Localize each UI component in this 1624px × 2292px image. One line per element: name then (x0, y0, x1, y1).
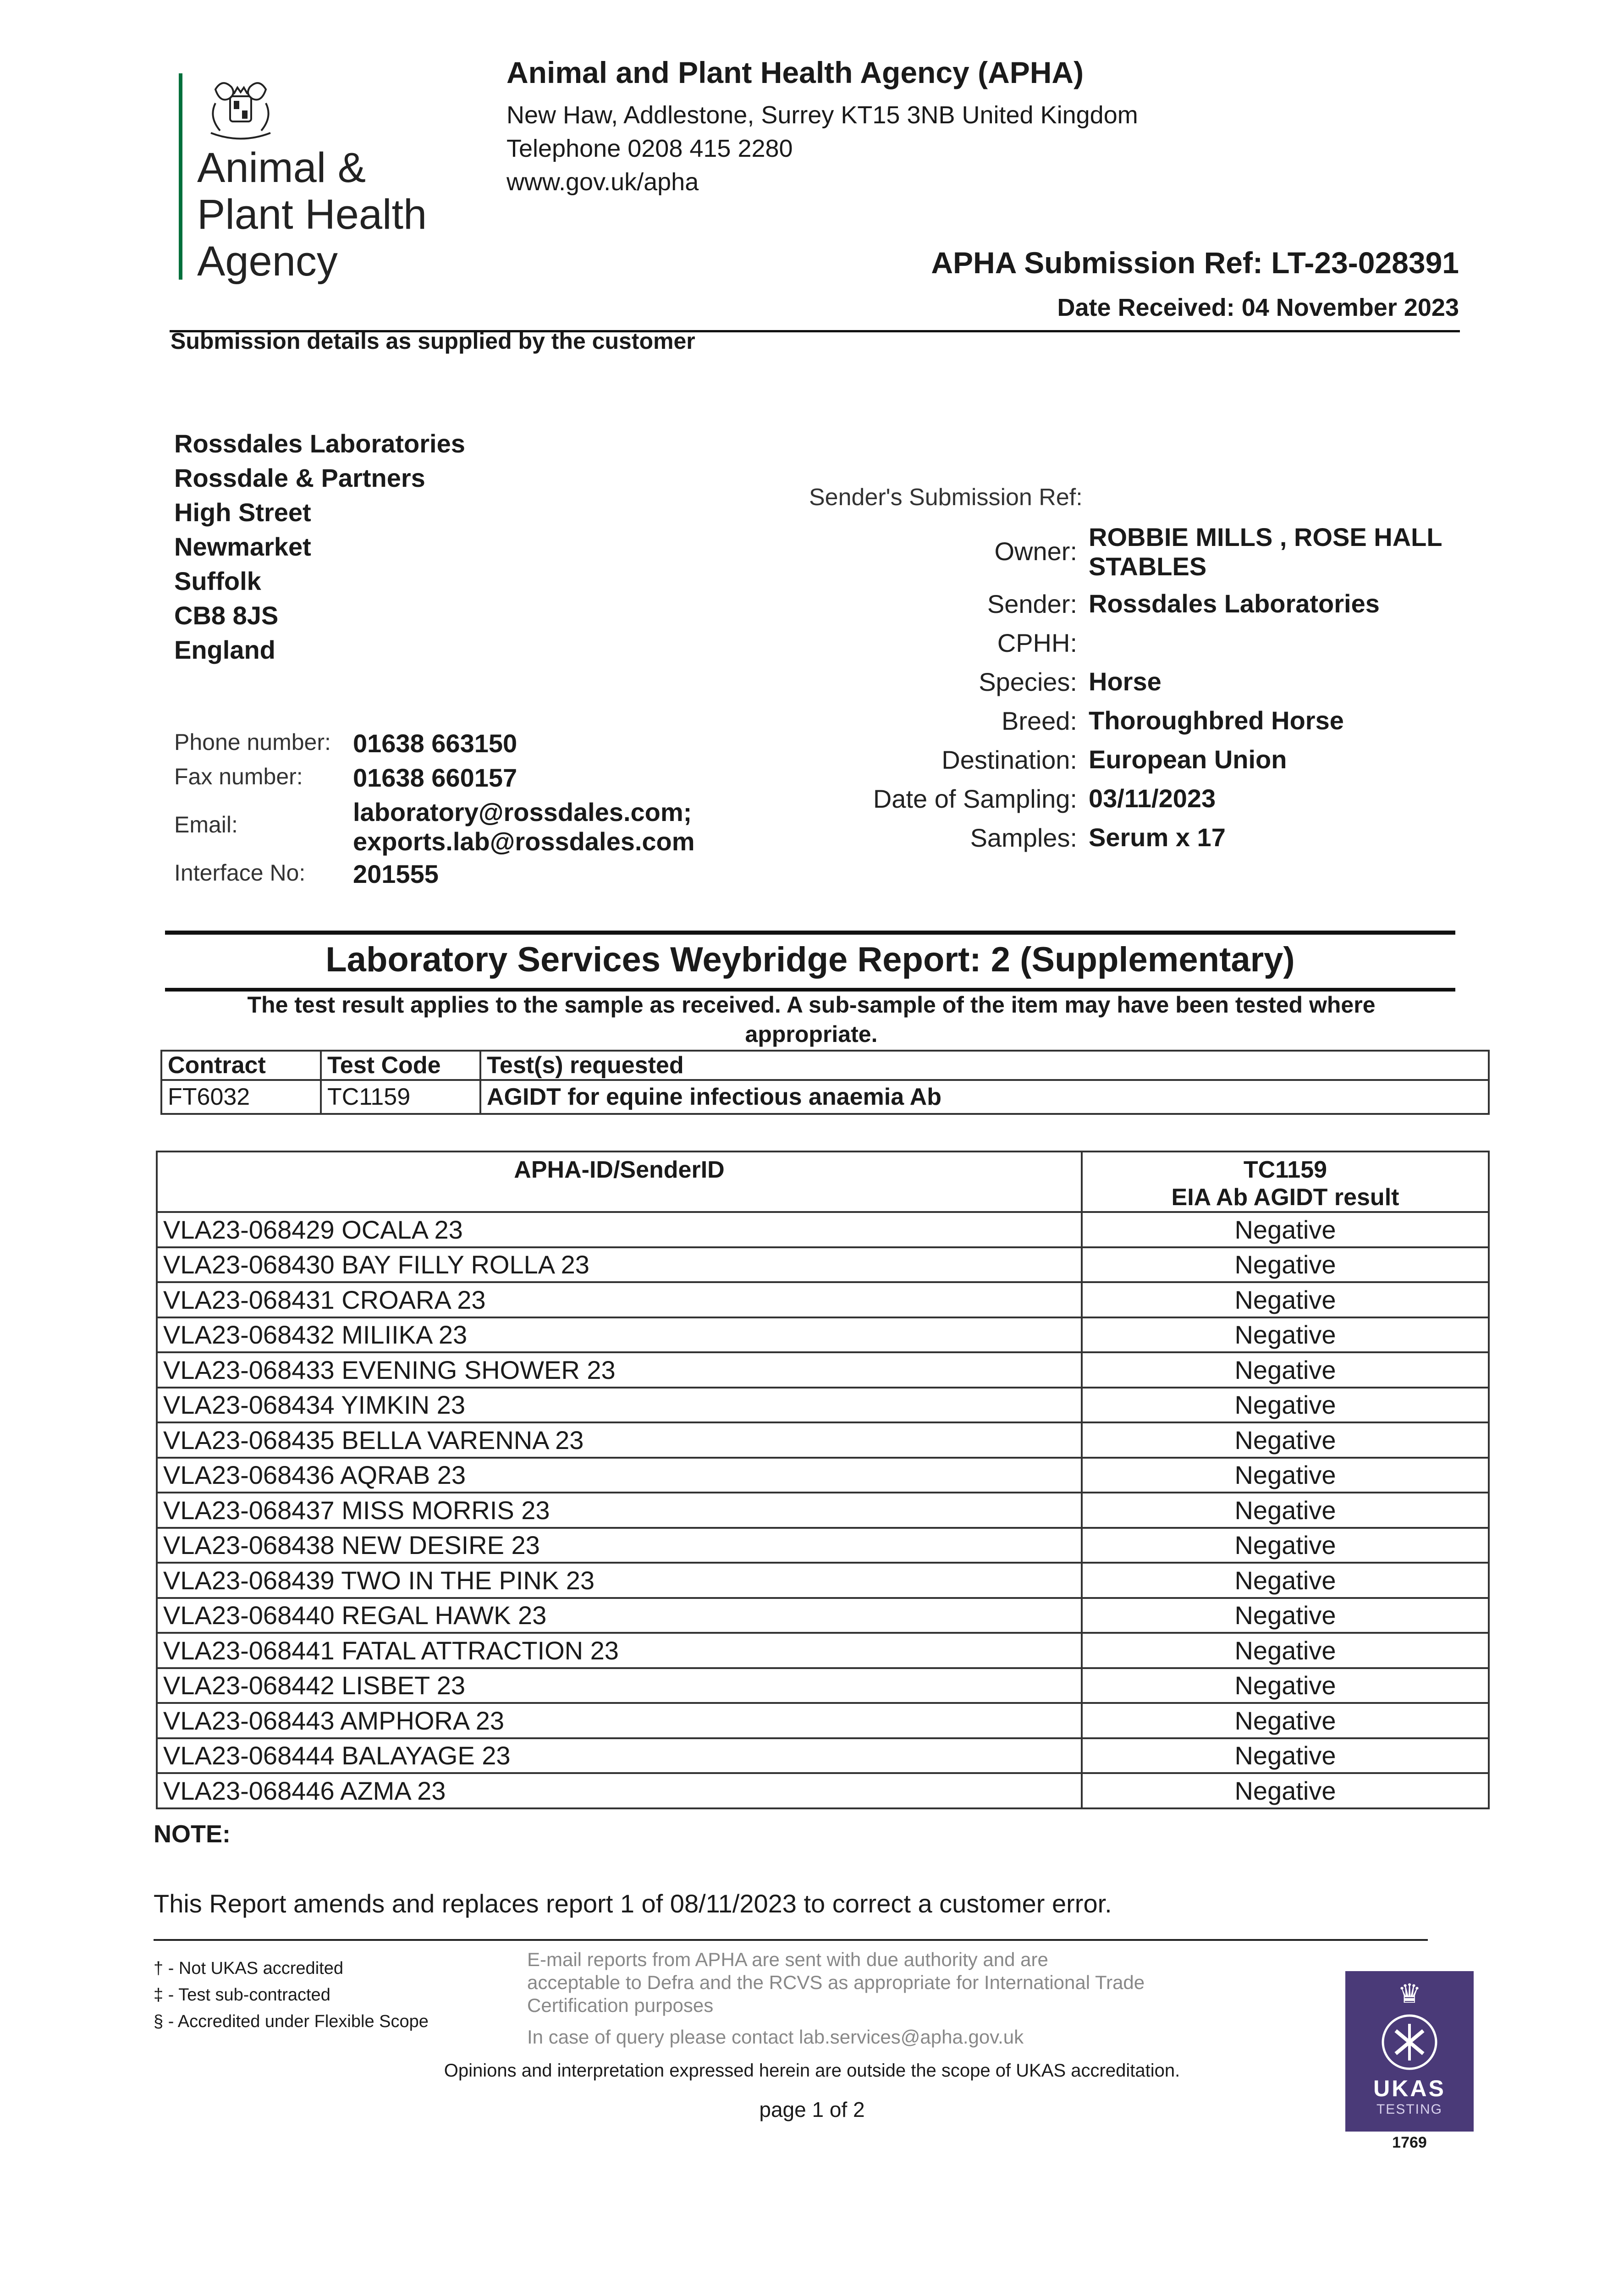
ukas-disclaimer: Opinions and interpretation expressed herein are outside the scope of UKAS accreditation. (444, 2061, 1180, 2081)
sample-id-cell: VLA23-068442 LISBET 23 (157, 1668, 1082, 1703)
result-cell: Negative (1082, 1528, 1489, 1563)
ukas-number: 1769 (1392, 2134, 1427, 2151)
sampling-value: 03/11/2023 (1089, 784, 1216, 813)
fax-row (174, 763, 517, 793)
owner-label: Owner: (994, 537, 1077, 566)
sender-ref-label: Sender's Submission Ref: (809, 484, 1083, 511)
logo-line: Plant Health (197, 191, 427, 238)
org-name: Animal and Plant Health Agency (APHA) (506, 55, 1084, 89)
result-cell: Negative (1082, 1598, 1489, 1633)
result-cell: Negative (1082, 1317, 1489, 1353)
table-header-row (157, 1152, 1489, 1212)
species-row (733, 667, 1513, 697)
cphh-label: CPHH: (997, 628, 1077, 657)
result-cell: Negative (1082, 1563, 1489, 1598)
legend-item: § - Accredited under Flexible Scope (154, 2012, 429, 2031)
address-line: Newmarket (174, 532, 311, 561)
table-row (157, 1282, 1489, 1317)
address-line: High Street (174, 498, 311, 527)
result-cell: Negative (1082, 1633, 1489, 1668)
sample-id-cell: VLA23-068431 CROARA 23 (157, 1282, 1082, 1317)
table-row (157, 1563, 1489, 1598)
sample-id-cell: VLA23-068432 MILIIKA 23 (157, 1317, 1082, 1353)
ukas-logo (1345, 1971, 1474, 2132)
report-note-line: The test result applies to the sample as received. A sub-sample of the item may have been tested where (247, 992, 1376, 1018)
sample-id-cell: VLA23-068429 OCALA 23 (157, 1212, 1082, 1247)
cphh-row (733, 628, 1513, 658)
owner-value (1089, 523, 1478, 581)
result-cell: Negative (1082, 1388, 1489, 1423)
report-note-line: appropriate. (745, 1021, 878, 1047)
org-address: New Haw, Addlestone, Surrey KT15 3NB United Kingdom (506, 101, 1138, 129)
address-line: Suffolk (174, 567, 261, 595)
breed-row (733, 706, 1513, 736)
result-cell: Negative (1082, 1247, 1489, 1283)
table-row (157, 1598, 1489, 1633)
sample-id-cell: VLA23-068443 AMPHORA 23 (157, 1703, 1082, 1738)
legend-item: ‡ - Test sub-contracted (154, 1985, 330, 2005)
test-code-cell: TC1159 (321, 1080, 480, 1114)
address-line: Rossdales Laboratories (174, 429, 465, 458)
test-requested-cell: AGIDT for equine infectious anaemia Ab (480, 1080, 1489, 1114)
column-header: Test Code (321, 1051, 480, 1080)
email-note-line: acceptable to Defra and the RCVS as appropriate for International Trade (527, 1972, 1145, 1993)
samples-value: Serum x 17 (1089, 823, 1226, 852)
sender-row (733, 589, 1513, 619)
ukas-emblem-icon (1380, 2012, 1439, 2072)
results-table (156, 1151, 1490, 1809)
email-note-line: E-mail reports from APHA are sent with due authority and are (527, 1949, 1048, 1970)
column-header-line: TC1159 (1243, 1157, 1327, 1183)
report-note (215, 990, 1407, 1049)
sample-id-cell: VLA23-068437 MISS MORRIS 23 (157, 1493, 1082, 1528)
owner-line: ROBBIE MILLS , ROSE HALL (1089, 523, 1442, 551)
submission-details-label: Submission details as supplied by the customer (171, 328, 695, 354)
owner-line: STABLES (1089, 552, 1207, 581)
result-cell: Negative (1082, 1458, 1489, 1493)
interface-row (174, 860, 439, 889)
sample-id-cell: VLA23-068435 BELLA VARENNA 23 (157, 1422, 1082, 1458)
report-title: Laboratory Services Weybridge Report: 2 (Supplementary) (325, 940, 1295, 979)
date-received: Date Received: 04 November 2023 (1057, 294, 1459, 321)
email-value[interactable] (353, 798, 695, 856)
royal-crest-icon (197, 76, 284, 144)
legend-item: † - Not UKAS accredited (154, 1959, 343, 1978)
fax-value: 01638 660157 (353, 763, 517, 792)
column-header-id: APHA-ID/SenderID (157, 1152, 1082, 1212)
result-cell: Negative (1082, 1738, 1489, 1774)
sender-value: Rossdales Laboratories (1089, 589, 1380, 618)
ukas-text: UKAS (1373, 2076, 1446, 2101)
result-cell: Negative (1082, 1773, 1489, 1808)
submission-ref: APHA Submission Ref: LT-23-028391 (931, 246, 1459, 280)
fax-label: Fax number: (174, 764, 303, 789)
sample-id-cell: VLA23-068446 AZMA 23 (157, 1773, 1082, 1808)
table-row (157, 1703, 1489, 1738)
sample-id-cell: VLA23-068444 BALAYAGE 23 (157, 1738, 1082, 1774)
page-number: page 1 of 2 (759, 2098, 865, 2121)
email-label: Email: (174, 812, 238, 837)
species-label: Species: (979, 667, 1077, 696)
destination-label: Destination: (941, 745, 1077, 774)
column-header: Test(s) requested (480, 1051, 1489, 1080)
table-row (157, 1458, 1489, 1493)
table-row (157, 1773, 1489, 1808)
result-cell: Negative (1082, 1212, 1489, 1247)
query-contact-note: In case of query please contact lab.services@apha.gov.uk (527, 2026, 1024, 2048)
samples-label: Samples: (970, 823, 1077, 852)
crown-icon: ♛ (1398, 1979, 1421, 2009)
table-row (157, 1738, 1489, 1774)
sample-id-cell: VLA23-068440 REGAL HAWK 23 (157, 1598, 1082, 1633)
table-row (157, 1212, 1489, 1247)
interface-label: Interface No: (174, 860, 306, 886)
destination-value: European Union (1089, 745, 1287, 774)
email-report-note (527, 1948, 1224, 2017)
result-cell: Negative (1082, 1703, 1489, 1738)
destination-row (733, 745, 1513, 775)
phone-label: Phone number: (174, 729, 331, 755)
species-value: Horse (1089, 667, 1162, 696)
sample-id-cell: VLA23-068433 EVENING SHOWER 23 (157, 1352, 1082, 1388)
column-header-result (1082, 1152, 1489, 1212)
agency-logo-text (197, 144, 427, 285)
sampling-label: Date of Sampling: (873, 784, 1077, 813)
phone-row (174, 729, 517, 758)
column-header-line: EIA Ab AGIDT result (1171, 1184, 1399, 1211)
divider (154, 1939, 1428, 1941)
result-cell: Negative (1082, 1668, 1489, 1703)
phone-value: 01638 663150 (353, 729, 517, 758)
ukas-sub-text: TESTING (1376, 2102, 1442, 2117)
sample-id-cell: VLA23-068441 FATAL ATTRACTION 23 (157, 1633, 1082, 1668)
address-line: Rossdale & Partners (174, 463, 425, 492)
sample-id-cell: VLA23-068436 AQRAB 23 (157, 1458, 1082, 1493)
divider (165, 931, 1455, 935)
email-2[interactable]: exports.lab@rossdales.com (353, 827, 695, 856)
table-row (157, 1388, 1489, 1423)
note-label: NOTE: (154, 1820, 231, 1848)
table-header-row (161, 1051, 1489, 1080)
breed-value: Thoroughbred Horse (1089, 706, 1344, 735)
breed-label: Breed: (1002, 706, 1077, 735)
org-website-link[interactable]: www.gov.uk/apha (506, 168, 699, 196)
table-row (157, 1493, 1489, 1528)
table-row (157, 1633, 1489, 1668)
samples-row (733, 823, 1513, 853)
table-row (157, 1352, 1489, 1388)
table-row (157, 1668, 1489, 1703)
sample-id-cell: VLA23-068439 TWO IN THE PINK 23 (157, 1563, 1082, 1598)
table-row (157, 1422, 1489, 1458)
logo-green-bar (179, 73, 182, 280)
result-cell: Negative (1082, 1282, 1489, 1317)
logo-line: Animal & (197, 144, 366, 191)
contract-cell: FT6032 (161, 1080, 321, 1114)
customer-address (174, 426, 465, 667)
address-line: England (174, 635, 275, 664)
interface-value: 201555 (353, 860, 439, 888)
contract-table (160, 1050, 1490, 1115)
table-row (157, 1247, 1489, 1283)
sample-id-cell: VLA23-068430 BAY FILLY ROLLA 23 (157, 1247, 1082, 1283)
note-text: This Report amends and replaces report 1 of 08/11/2023 to correct a customer error. (154, 1889, 1112, 1918)
column-header: Contract (161, 1051, 321, 1080)
email-row (174, 798, 695, 856)
table-row (157, 1528, 1489, 1563)
sample-id-cell: VLA23-068434 YIMKIN 23 (157, 1388, 1082, 1423)
email-1[interactable]: laboratory@rossdales.com; (353, 798, 692, 826)
logo-line: Agency (197, 238, 338, 285)
result-cell: Negative (1082, 1493, 1489, 1528)
sample-id-cell: VLA23-068438 NEW DESIRE 23 (157, 1528, 1082, 1563)
owner-row (733, 523, 1513, 581)
footnote-legend (154, 1955, 429, 2035)
sampling-row (733, 784, 1513, 814)
sender-label: Sender: (987, 590, 1077, 618)
result-cell: Negative (1082, 1422, 1489, 1458)
results-body (157, 1212, 1489, 1808)
table-row (157, 1317, 1489, 1353)
result-cell: Negative (1082, 1352, 1489, 1388)
org-telephone: Telephone 0208 415 2280 (506, 135, 793, 162)
address-line: CB8 8JS (174, 601, 279, 630)
email-note-line: Certification purposes (527, 1994, 714, 2016)
table-row (161, 1080, 1489, 1114)
